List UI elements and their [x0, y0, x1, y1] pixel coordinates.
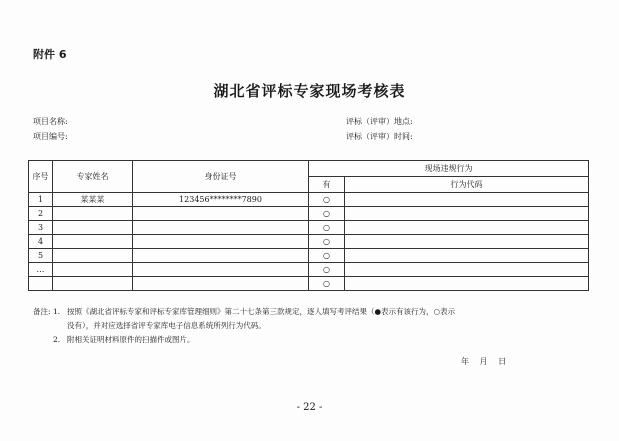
assessment-table — [28, 160, 589, 291]
cell-name — [53, 249, 133, 263]
cell-has: ○ — [309, 263, 345, 277]
header-violation: 现场违规行为 — [309, 161, 589, 177]
location-label: 评标（评审）地点: — [346, 117, 413, 126]
project-code-label: 项目编号: — [33, 132, 68, 141]
cell-name — [53, 263, 133, 277]
appendix-label: 附件 6 — [33, 48, 67, 61]
time-label: 评标（评审）时间: — [346, 132, 413, 141]
cell-code — [345, 277, 589, 291]
cell-id — [133, 221, 309, 235]
cell-id — [133, 207, 309, 221]
notes-section — [33, 305, 593, 347]
header-has: 有 — [309, 177, 345, 193]
cell-name — [53, 235, 133, 249]
table-row — [29, 221, 589, 235]
table-row — [29, 193, 589, 207]
cell-id — [133, 249, 309, 263]
header-seq: 序号 — [29, 161, 53, 193]
note-2-text: 附相关证明材料原件的扫描件或图片。 — [67, 335, 195, 344]
cell-id — [133, 263, 309, 277]
cell-code — [345, 207, 589, 221]
table-row — [29, 277, 589, 291]
header-id: 身份证号 — [133, 161, 309, 193]
cell-seq: 1 — [29, 193, 53, 207]
cell-id: 123456********7890 — [133, 193, 309, 207]
cell-seq: … — [29, 263, 53, 277]
cell-seq: 3 — [29, 221, 53, 235]
cell-seq: 2 — [29, 207, 53, 221]
note-2-number: 2. — [53, 335, 61, 344]
table-row — [29, 263, 589, 277]
date-line: 年 月 日 — [461, 357, 507, 366]
cell-name — [53, 221, 133, 235]
table-row — [29, 207, 589, 221]
page-number: - 22 - — [296, 402, 323, 413]
cell-code — [345, 263, 589, 277]
cell-seq: 4 — [29, 235, 53, 249]
cell-seq: 5 — [29, 249, 53, 263]
note-1-line-1: 按照《湖北省评标专家和评标专家库管理细则》第二十七条第三款规定，逐人填写考评结果（●表示有该行为，○表示 — [67, 307, 456, 316]
cell-seq — [29, 277, 53, 291]
table-row — [29, 235, 589, 249]
table-row — [29, 249, 589, 263]
project-name-label: 项目名称: — [33, 117, 68, 126]
cell-has: ○ — [309, 193, 345, 207]
cell-code — [345, 249, 589, 263]
cell-code — [345, 221, 589, 235]
cell-id — [133, 235, 309, 249]
cell-name — [53, 277, 133, 291]
header-code: 行为代码 — [345, 177, 589, 193]
note-1-number: 1. — [53, 307, 61, 316]
note-1-line-2: 没有），并对应选择省评专家库电子信息系统所列行为代码。 — [67, 321, 266, 330]
cell-has: ○ — [309, 277, 345, 291]
header-name: 专家姓名 — [53, 161, 133, 193]
cell-has: ○ — [309, 235, 345, 249]
cell-has: ○ — [309, 249, 345, 263]
notes-label: 备注: — [33, 307, 51, 316]
cell-code — [345, 193, 589, 207]
cell-name — [53, 207, 133, 221]
form-title: 湖北省评标专家现场考核表 — [213, 82, 406, 100]
cell-has: ○ — [309, 207, 345, 221]
cell-has: ○ — [309, 221, 345, 235]
cell-code — [345, 235, 589, 249]
cell-id — [133, 277, 309, 291]
cell-name: 某某某 — [53, 193, 133, 207]
